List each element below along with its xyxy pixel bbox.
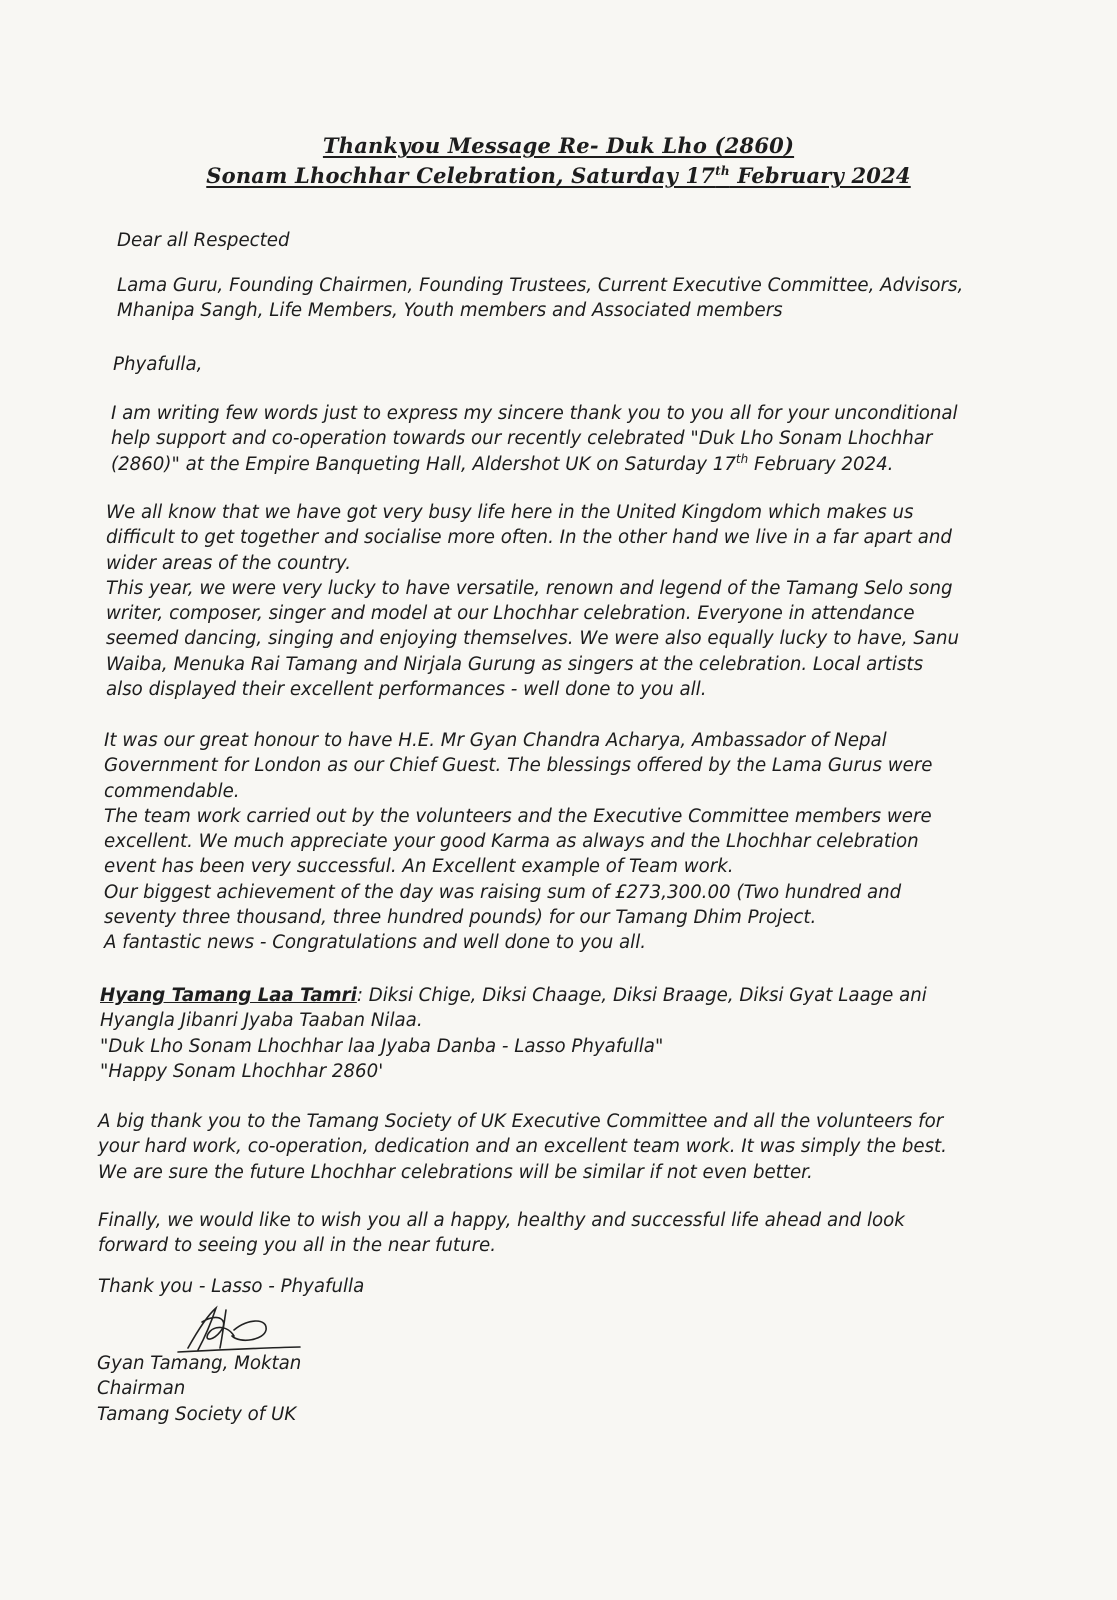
blessing: Hyang Tamang Laa Tamri: Diksi Chige, Diksi Chaage, Diksi Braage, Diksi Gyat Laage ani Hyangla Jibanri Jyaba Taaban Nilaa. "Duk Lho Sonam Lhochhar laa Jyaba Danba - Lasso Phyafulla" "Happy Sonam Lhochhar 2860' xyxy=(100,985,927,1082)
paragraph-guests-and-achievement: It was our great honour to have H.E. Mr Gyan Chandra Acharya, Ambassador of Nepal Government for London as our Chief Guest. The blessings offered by the Lama Gurus were commendable. The team work carried out by the volunteers and the Executive Committee members were excellent. We much appreciate your good Karma as always and the Lhochhar celebration event has been very successful. An Excellent example of Team work. Our biggest achievement of the day was raising sum of £273,300.00 (Two hundred and seventy three thousand, three hundred pounds) for our Tamang Dhim Project. A fantastic news - Congratulations and well done to you all. xyxy=(104,730,933,954)
paragraph-committee-thanks: A big thank you to the Tamang Society of UK Executive Committee and all the volunteers for your hard work, co-operation, dedication and an excellent team work. It was simply the best. We are sure the future Lhochhar celebrations will be similar if not even better. xyxy=(98,1111,947,1183)
letter-subtitle: Sonam Lhochhar Celebration, Saturday 17th February 2024 xyxy=(206,163,911,188)
signatory xyxy=(97,1351,497,1427)
greeting: Dear all Respected xyxy=(117,230,290,251)
paragraph-wishes: Finally, we would like to wish you all a happy, healthy and successful life ahead and look forward to seeing you all in the near future. xyxy=(98,1210,905,1257)
letter-title: Thankyou Message Re- Duk Lho (2860) xyxy=(322,133,795,158)
addressees: Lama Guru, Founding Chairmen, Founding Trustees, Current Executive Committee, Advisors, Mhanipa Sangh, Life Members, Youth members and Associated members xyxy=(117,275,964,322)
signatory-organisation: Tamang Society of UK xyxy=(97,1403,297,1425)
closing: Thank you - Lasso - Phyafulla xyxy=(98,1276,365,1297)
paragraph-thanks: I am writing few words just to express my sincere thank you to you all for your unconditional help support and co-operation towards our recently celebrated "Duk Lho Sonam Lhochhar (2860)" at the Empire Banqueting Hall, Aldershot UK on Saturday 17th February 2024. xyxy=(111,403,958,475)
signatory-role: Chairman xyxy=(97,1378,186,1400)
blessing-heading: Hyang Tamang Laa Tamri xyxy=(100,985,357,1006)
signatory-name: Gyan Tamang, Moktan xyxy=(97,1353,302,1374)
salutation: Phyafulla, xyxy=(113,354,203,375)
paragraph-celebration: We all know that we have got very busy life here in the United Kingdom which makes us difficult to get together and socialise more often. In the other hand we live in a far apart and wider areas of the country. This year, we were very lucky to have versatile, renown and legend of the Tamang Selo song writer, composer, singer and model at our Lhochhar celebration. Everyone in attendance seemed dancing, singing and enjoying themselves. We were also equally lucky to have, Sanu Waiba, Menuka Rai Tamang and Nirjala Gurung as singers at the celebration. Local artists also displayed their excellent performances - well done to you all. xyxy=(106,502,960,701)
